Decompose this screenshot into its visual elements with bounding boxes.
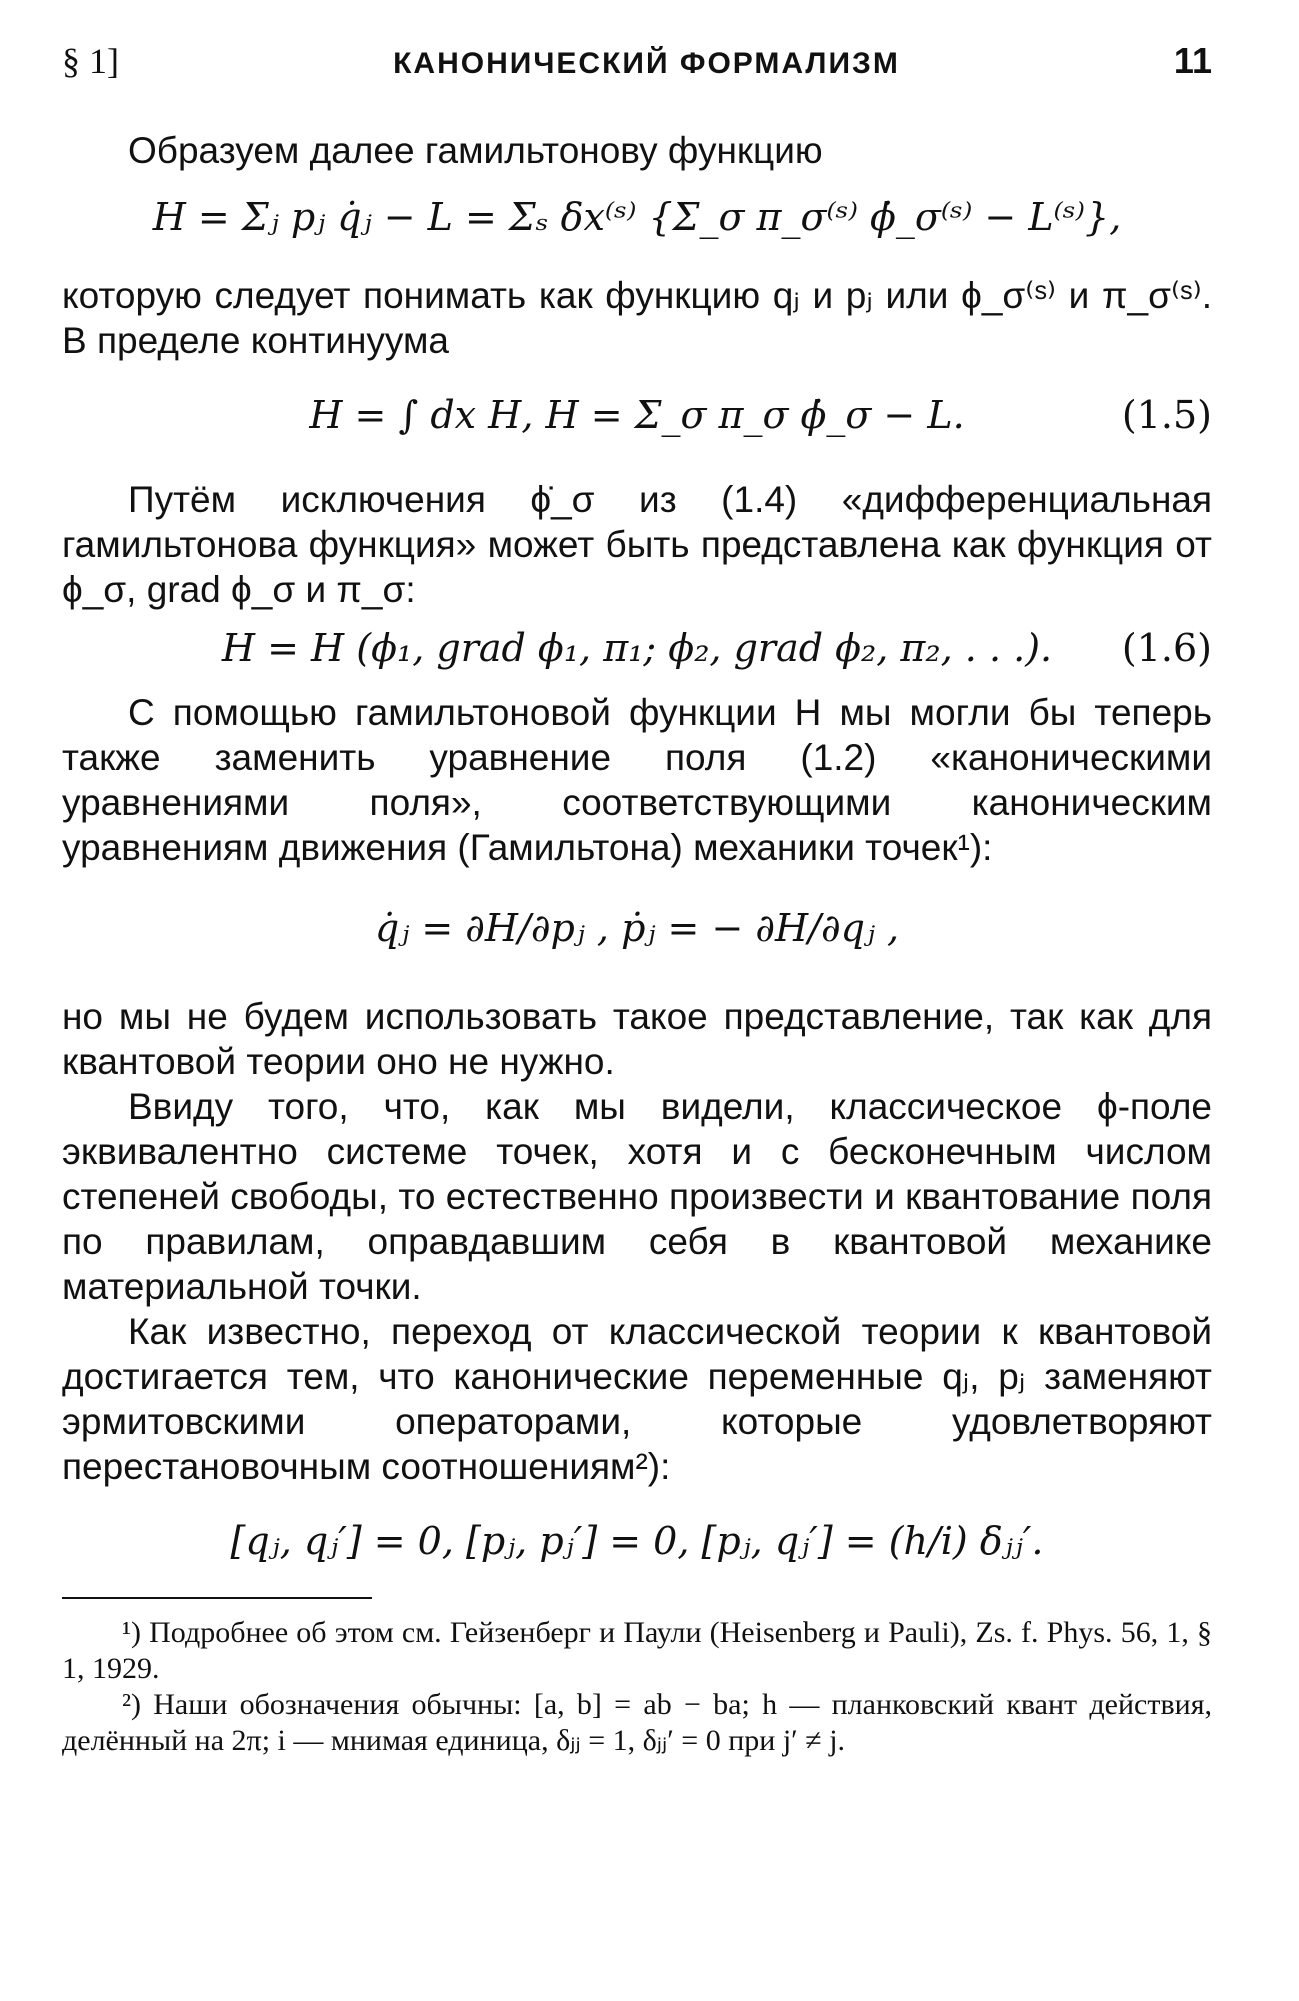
equation-hamiltonian: H = Σⱼ pⱼ q̇ⱼ − L = Σₛ δx⁽ˢ⁾ {Σ_σ π_σ⁽ˢ⁾ ϕ̇_σ⁽ˢ⁾ − L⁽ˢ⁾}, — [152, 195, 1122, 239]
equation-commutators: [qⱼ, qⱼ′] = 0, [pⱼ, pⱼ′] = 0, [pⱼ, qⱼ′] = (h/i) δⱼⱼ′. — [230, 1519, 1044, 1563]
paragraph-3: Путём исключения ϕ̇_σ из (1.4) «дифференциальная гамильтонова функция» может быть представлена как функция от ϕ_σ, grad ϕ_σ и π_σ: — [62, 479, 1212, 610]
equation-1-5 — [62, 393, 1212, 437]
paragraph-1: Образуем далее гамильтонову функцию — [128, 130, 823, 171]
page-number: 11 — [1173, 40, 1212, 81]
equation-1-5-tag: (1.5) — [1121, 393, 1212, 437]
equation-1-6-body: H = H (ϕ₁, grad ϕ₁, π₁; ϕ₂, grad ϕ₂, π₂, . . .). — [221, 626, 1053, 670]
running-header — [62, 40, 1212, 100]
paragraph-7: Как известно, переход от классической теории к квантовой достигается тем, что канонические переменные qⱼ, pⱼ заменяют эрмитовскими операторами, которые удовлетворяют перестановочным соотношениям²): — [62, 1311, 1212, 1487]
footnote-2: ²) Наши обозначения обычны: [a, b] = ab − ba; h — планковский квант действия, делённый на 2π; i — мнимая единица, δⱼⱼ = 1, δⱼⱼ′ = 0 при j′ ≠ j. — [62, 1688, 1212, 1757]
paragraph-6: Ввиду того, что, как мы видели, классическое ϕ-поле эквивалентно системе точек, хотя и с бесконечным числом степеней свободы, то естественно произвести и квантование поля по правилам, оправдавшим себя в квантовой механике материальной точки. — [62, 1086, 1212, 1307]
equation-1-6 — [62, 626, 1212, 670]
equation-1-5-body: H = ∫ dx H, H = Σ_σ π_σ ϕ̇_σ − L. — [309, 393, 965, 437]
footnote-1: ¹) Подробнее об этом см. Гейзенберг и Паули (Heisenberg и Pauli), Zs. f. Phys. 56, 1, § 1, 1929. — [62, 1616, 1212, 1685]
equation-1-6-tag: (1.6) — [1121, 626, 1212, 670]
section-mark: § 1] — [62, 41, 119, 81]
page — [62, 40, 1212, 1759]
equation-canonical: q̇ⱼ = ∂H/∂pⱼ , ṗⱼ = − ∂H/∂qⱼ , — [374, 906, 900, 950]
paragraph-2: которую следует понимать как функцию qⱼ и pⱼ или ϕ_σ⁽ˢ⁾ и π_σ⁽ˢ⁾. В пределе континуума — [62, 275, 1212, 361]
paragraph-5: но мы не будем использовать такое представление, так как для квантовой теории оно не нужно. — [62, 996, 1212, 1082]
paragraph-4: С помощью гамильтоновой функции H мы могли бы теперь также заменить уравнение поля (1.2) «каноническими уравнениями поля», соответствующими каноническим уравнениям движения (Гамильтона) механики точек¹): — [62, 692, 1212, 868]
footnote-rule — [62, 1597, 372, 1599]
chapter-title: КАНОНИЧЕСКИЙ ФОРМАЛИЗМ — [393, 47, 900, 80]
